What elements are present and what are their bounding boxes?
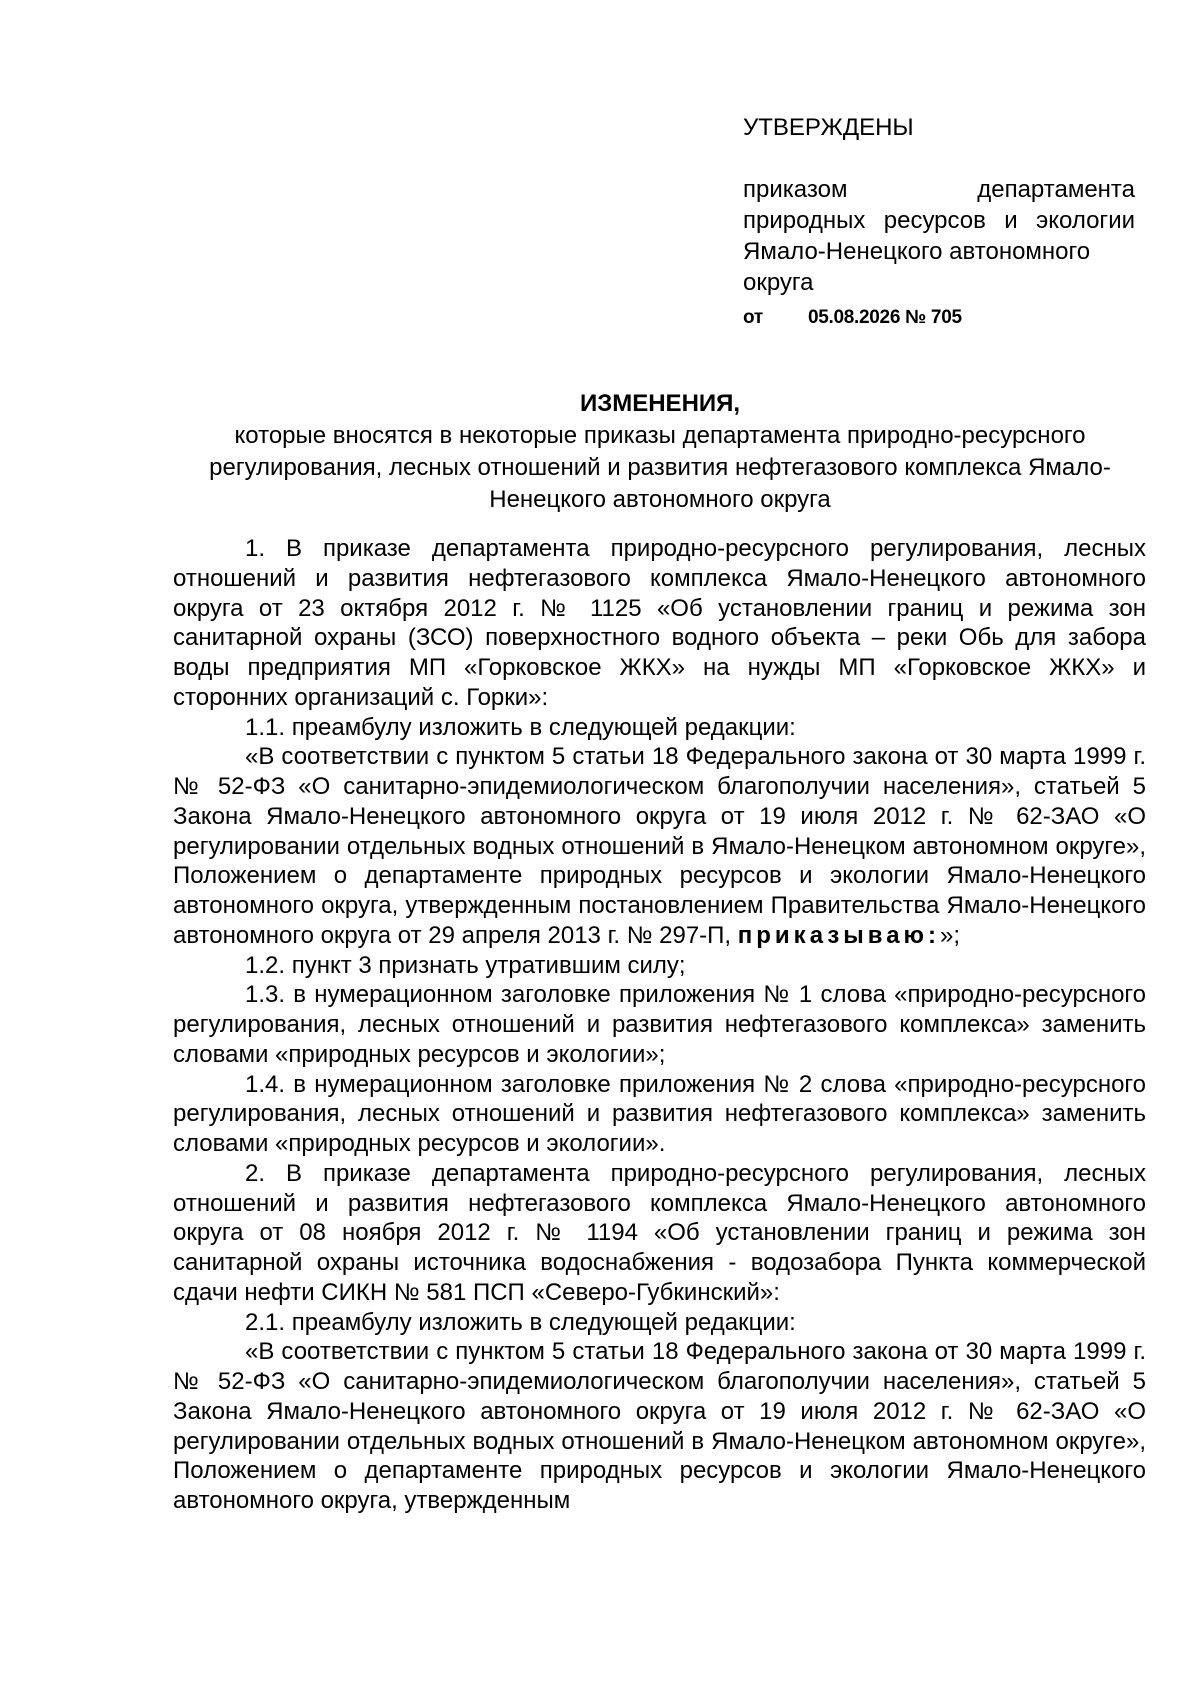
approval-order-last-line: округа — [743, 269, 814, 296]
paragraph-1-1: 1.1. преамбулу изложить в следующей редакции: — [245, 713, 796, 741]
paragraph-preamble-2: «В соответствии с пунктом 5 статьи 18 Федерального закона от 30 марта 1999 г. № 52-ФЗ «О санитарно-эпидемиологическом благополучии населения», статьей 5 Закона Ямало-Ненецкого автономного округа от 19 июля 2012 г. № 62-ЗАО «О регулировании отдельных водных отношений в Ямало-Ненецком автономном округе», Положением о департаменте природных ресурсов и экологии Ямало-Ненецкого автономного округа, утвержденным — [173, 1338, 1146, 1514]
approval-number-value: 05.08.2026 № 705 — [808, 307, 962, 328]
approval-number-prefix: от — [743, 307, 763, 328]
paragraph-1-4: 1.4. в нумерационном заголовке приложения № 2 слова «природно-ресурсного регулирования, лесных отношений и развития нефтегазового комплекса» заменить словами «природных ресурсов и экологии». — [173, 1070, 1146, 1157]
preamble-1-end: »; — [940, 921, 961, 949]
paragraph-preamble-1 — [173, 742, 1146, 950]
document-subtitle: которые вносятся в некоторые приказы департамента природно-ресурсного регулирования, лесных отношений и развития нефтегазового комплекса Ямало-Ненецкого автономного округа — [209, 422, 1111, 513]
preamble-1-order-word: приказываю: — [737, 921, 941, 949]
approval-order-body: приказом департамента природных ресурсов и экологии Ямало-Ненецкого автономного — [743, 176, 1135, 265]
document-body — [173, 534, 1146, 1516]
approval-heading: УТВЕРЖДЕНЫ — [743, 114, 914, 141]
paragraph-1-3: 1.3. в нумерационном заголовке приложения № 1 слова «природно-ресурсного регулирования, лесных отношений и развития нефтегазового комплекса» заменить словами «природных ресурсов и экологии»; — [173, 981, 1146, 1068]
paragraph-2: 2. В приказе департамента природно-ресурсного регулирования, лесных отношений и развития нефтегазового комплекса Ямало-Ненецкого автономного округа от 08 ноября 2012 г. № 1194 «Об установлении границ и режима зон санитарной охраны источника водоснабжения - водозабора Пункта коммерческой сдачи нефти СИКН № 581 ПСП «Северо-Губкинский»: — [173, 1159, 1146, 1306]
preamble-1-text: «В соответствии с пунктом 5 статьи 18 Федерального закона от 30 марта 1999 г. № 52-ФЗ «О санитарно-эпидемиологическом благополучии населения», статьей 5 Закона Ямало-Ненецкого автономного округа от 19 июля 2012 г. № 62-ЗАО «О регулировании отдельных водных отношений в Ямало-Ненецком автономном округе», Положением о департаменте природных ресурсов и экологии Ямало-Ненецкого автономного округа, утвержденным постановлением Правительства Ямало-Ненецкого автономного округа от 29 апреля 2013 г. № 297-П, — [173, 743, 1146, 949]
approval-order-text — [743, 174, 1135, 298]
document-title-block — [160, 388, 1160, 516]
paragraph-1: 1. В приказе департамента природно-ресурсного регулирования, лесных отношений и развития нефтегазового комплекса Ямало-Ненецкого автономного округа от 23 октября 2012 г. № 1125 «Об установлении границ и режима зон санитарной охраны (ЗСО) поверхностного водного объекта – реки Обь для забора воды предприятия МП «Горковское ЖКХ» на нужды МП «Горковское ЖКХ» и сторонних организаций с. Горки»: — [173, 535, 1146, 711]
paragraph-1-2: 1.2. пункт 3 признать утратившим силу; — [245, 951, 686, 979]
document-title: ИЗМЕНЕНИЯ, — [579, 390, 741, 417]
approval-order-number — [743, 302, 962, 333]
paragraph-2-1: 2.1. преамбулу изложить в следующей редакции: — [245, 1308, 796, 1336]
